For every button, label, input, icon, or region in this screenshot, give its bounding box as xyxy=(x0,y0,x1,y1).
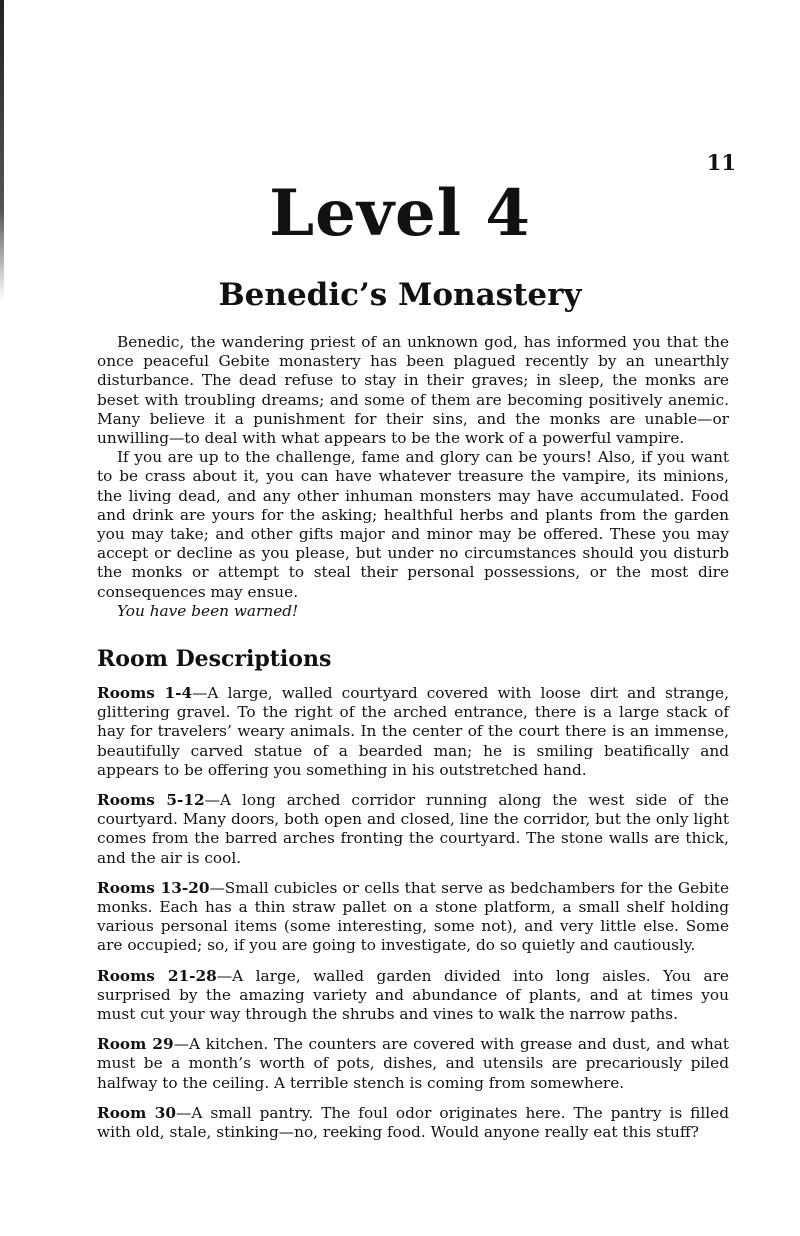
room-text: —A long arched corridor running along the west side of the courtyard. Many doors, both open and closed, line the corridor, but the only light comes from the barred arches fronting the courtyard. The stone walls are thick, and the air is cool. xyxy=(97,791,729,867)
room-label: Rooms 5-12 xyxy=(97,791,205,810)
room-text: —A large, walled garden divided into long aisles. You are surprised by the amazing variety and abundance of plants, and at times you must cut your way through the shrubs and vines to walk the narrow paths. xyxy=(97,966,729,1024)
intro-paragraph-2: If you are up to the challenge, fame and glory can be yours! Also, if you want to be crass about it, you can have whatever treasure the vampire, its minions, the living dead, and any other inhuman monsters may have accumulated. Food and drink are yours for the asking; healthful herbs and plants from the garden you may take; and other gifts major and minor may be offered. These you may accept or decline as you please, but under no circumstances should you disturb the monks or attempt to steal their personal possessions, or the most dire consequences may ensue. xyxy=(97,448,729,601)
room-entry xyxy=(97,1104,729,1142)
room-entry xyxy=(97,967,729,1025)
room-entry xyxy=(97,791,729,868)
room-text: —A small pantry. The foul odor originates here. The pantry is filled with old, stale, stinking—no, reeking food. Would anyone really eat this stuff? xyxy=(97,1103,729,1142)
intro-section xyxy=(97,333,729,621)
room-entry xyxy=(97,684,729,780)
page-title: Level 4 xyxy=(269,176,531,251)
intro-paragraph-1: Benedic, the wandering priest of an unknown god, has informed you that the once peaceful Gebite monastery has been plagued recently by an unearthly disturbance. The dead refuse to stay in their graves; in sleep, the monks are beset with troubling dreams; and some of them are becoming positively anemic. Many believe it a punishment for their sins, and the monks are unable—or unwilling—to deal with what appears to be the work of a powerful vampire. xyxy=(97,333,729,448)
intro-warning: You have been warned! xyxy=(117,601,299,620)
section-heading: Room Descriptions xyxy=(97,646,332,672)
room-text: —A large, walled courtyard covered with loose dirt and strange, glittering gravel. To the right of the arched entrance, there is a large stack of hay for travelers’ weary animals. In the center of the court there is an immense, beautifully carved statue of a bearded man; he is smiling beatifically and appears to be offering you something in his outstretched hand. xyxy=(97,684,729,779)
room-label: Rooms 21-28 xyxy=(97,966,217,985)
room-text: —Small cubicles or cells that serve as bedchambers for the Gebite monks. Each has a thin straw pallet on a stone platform, a small shelf holding various personal items (some interesting, some not), and very little else. Some are occupied; so, if you are going to investigate, do so quietly and cautiously. xyxy=(97,878,730,955)
room-text: —A kitchen. The counters are covered with grease and dust, and what must be a month’s worth of pots, dishes, and utensils are precariously piled halfway to the ceiling. A terrible stench is coming from somewhere. xyxy=(97,1035,730,1092)
page-subtitle: Benedic’s Monastery xyxy=(218,277,582,313)
room-label: Rooms 1-4 xyxy=(97,684,193,702)
room-descriptions-list xyxy=(97,684,729,1153)
room-label: Room 29 xyxy=(97,1035,174,1054)
room-label: Room 30 xyxy=(97,1103,177,1122)
page-edge-line xyxy=(0,0,4,300)
page-number: 11 xyxy=(706,150,736,175)
room-label: Rooms 13-20 xyxy=(97,878,210,897)
room-entry xyxy=(97,1035,729,1093)
room-entry xyxy=(97,879,729,956)
